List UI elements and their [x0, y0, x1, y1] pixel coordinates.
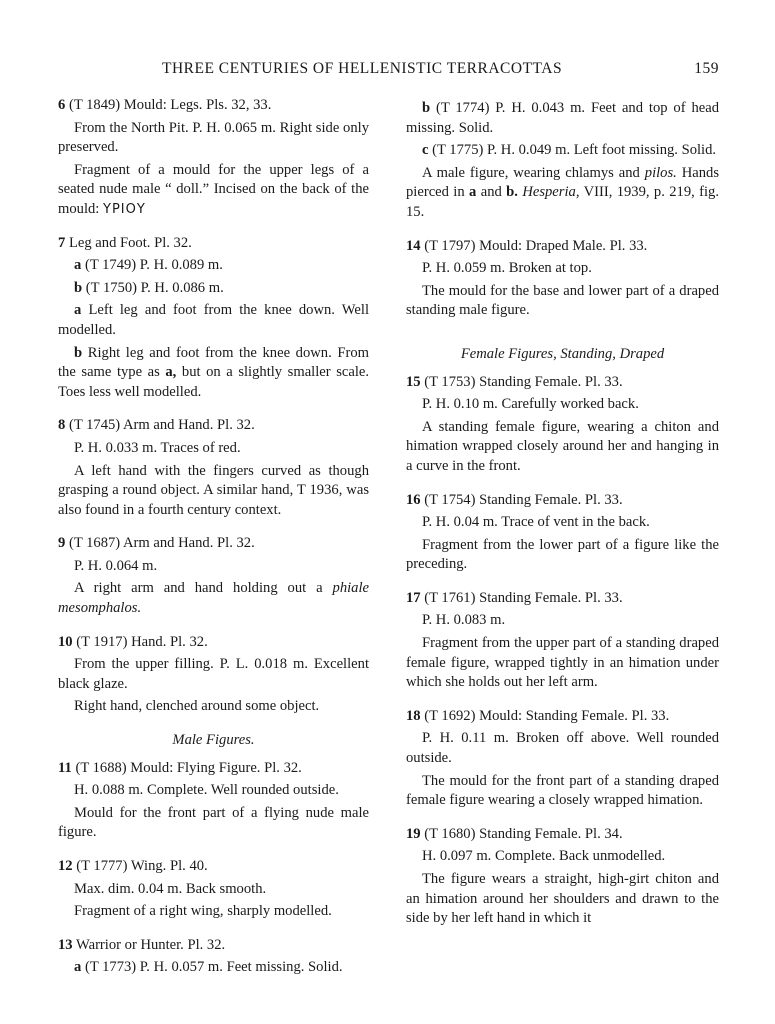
entry-heading	[406, 373, 719, 393]
entry-heading	[58, 633, 369, 653]
journal-title: Hesperia,	[522, 184, 580, 201]
catalog-entry-7	[58, 234, 369, 403]
catalog-entry-15	[406, 373, 719, 477]
sub-item-b	[58, 279, 369, 299]
entry-paragraph: Right hand, clenched around some object.	[74, 698, 320, 715]
entry-number: 6	[58, 97, 66, 113]
entry-paragraph: A left hand with the fingers curved as though grasping a round object. A similar hand, T 1936, was also found in a fourth century context.	[58, 462, 369, 518]
entry-paragraph: Fragment from the lower part of a figure like the preceding.	[406, 536, 719, 573]
entry-heading	[58, 857, 369, 877]
catalog-entry-12	[58, 857, 369, 922]
section-heading: Male Figures.	[172, 732, 255, 749]
entry-heading-text: (T 1797) Mould: Draped Male. Pl. 33.	[424, 237, 648, 254]
paragraph-text: A male figure, wearing chlamys and	[422, 164, 640, 181]
paragraph-text: Left leg and foot from the knee down. Well modelled.	[58, 302, 369, 338]
catalog-entry-6	[58, 96, 369, 220]
sub-item-label: a,	[165, 364, 177, 381]
catalog-entry-13-continued	[406, 99, 719, 223]
entry-number: 18	[406, 707, 421, 724]
entry-heading	[406, 491, 719, 511]
entry-heading	[406, 237, 719, 257]
entry-number: 11	[58, 759, 72, 776]
sub-item-label: a	[74, 302, 82, 319]
entry-paragraph: From the North Pit. P. H. 0.065 m. Right side only preserved.	[58, 119, 369, 156]
entry-paragraph: P. H. 0.083 m.	[422, 612, 506, 629]
entry-heading-text: (T 1687) Arm and Hand. Pl. 32.	[68, 535, 255, 552]
paragraph-text: Hands pierced in	[406, 164, 720, 201]
entry-heading-text: (T 1761) Standing Female. Pl. 33.	[424, 589, 623, 606]
sub-item-text: (T 1750) P. H. 0.086 m.	[85, 279, 224, 296]
entry-heading	[58, 759, 369, 779]
catalog-entry-8	[58, 416, 369, 520]
catalog-entry-10	[58, 633, 369, 717]
right-column	[406, 96, 719, 943]
sub-item-label: a	[74, 257, 82, 274]
entry-heading	[406, 589, 719, 609]
entry-number: 12	[58, 858, 73, 874]
entry-paragraph: Max. dim. 0.04 m. Back smooth.	[74, 880, 267, 897]
entry-paragraph: P. H. 0.11 m. Broken off above. Well rounded outside.	[406, 730, 719, 767]
sub-item-text: (T 1773) P. H. 0.057 m. Feet missing. Solid.	[84, 959, 343, 976]
entry-number: 17	[406, 589, 421, 606]
entry-number: 16	[406, 491, 421, 508]
entry-paragraph: P. H. 0.04 m. Trace of vent in the back.	[422, 514, 650, 531]
entry-paragraph	[58, 344, 369, 403]
catalog-entry-14	[406, 237, 719, 321]
catalog-entry-16	[406, 491, 719, 575]
sub-item-label: c	[422, 142, 429, 159]
entry-heading	[406, 825, 719, 845]
entry-heading	[58, 234, 369, 254]
entry-paragraph: From the upper filling. P. L. 0.018 m. Excellent black glaze.	[58, 656, 369, 692]
italic-term: pilos.	[644, 164, 677, 181]
entry-heading-text: Warrior or Hunter. Pl. 32.	[75, 936, 226, 953]
sub-item-text: (T 1749) P. H. 0.089 m.	[84, 257, 223, 274]
entry-heading-text: (T 1680) Standing Female. Pl. 34.	[424, 825, 623, 842]
inscription-text: ΥΡΙΟΥ	[103, 201, 146, 217]
sub-item-c	[406, 141, 719, 161]
paragraph-text: A right arm and hand holding out a	[74, 580, 323, 597]
entry-number: 13	[58, 936, 73, 953]
catalog-entry-17	[406, 589, 719, 693]
entry-heading	[58, 416, 369, 436]
entry-heading-text: (T 1754) Standing Female. Pl. 33.	[424, 491, 623, 508]
entry-paragraph: Fragment from the upper part of a standing draped female figure, wrapped tightly in an himation under which she holds out her left arm.	[406, 635, 719, 691]
catalog-entry-11	[58, 759, 369, 843]
sub-item-label: b	[74, 344, 83, 361]
entry-paragraph: Mould for the front part of a flying nude male figure.	[58, 804, 369, 841]
paragraph-text: but on a slightly smaller scale. Toes less well modelled.	[58, 364, 370, 400]
running-title: THREE CENTURIES OF HELLENISTIC TERRACOTTAS	[162, 60, 563, 77]
entry-number: 14	[406, 237, 421, 254]
entry-paragraph: The mould for the front part of a standing draped female figure wearing a closely wrapped himation.	[406, 772, 719, 809]
entry-paragraph: P. H. 0.10 m. Carefully worked back.	[422, 396, 639, 413]
entry-number: 8	[58, 417, 66, 434]
paragraph-text: VIII, 1939, p. 219, fig. 15.	[406, 184, 719, 220]
entry-paragraph	[406, 164, 719, 223]
entry-heading	[58, 936, 369, 956]
entry-heading-text: Leg and Foot. Pl. 32.	[68, 234, 192, 251]
catalog-entry-19	[406, 825, 719, 929]
entry-paragraph: H. 0.097 m. Complete. Back unmodelled.	[422, 848, 666, 865]
entry-number: 15	[406, 373, 421, 390]
entry-number: 9	[58, 535, 66, 552]
entry-paragraph: Fragment of a right wing, sharply modelled.	[74, 903, 332, 920]
entry-paragraph: A standing female figure, wearing a chiton and himation wrapped closely around her and hanging in a curve in the front.	[406, 418, 719, 474]
sub-item-label: a	[469, 184, 477, 201]
left-column	[58, 96, 369, 992]
section-heading: Female Figures, Standing, Draped	[460, 345, 665, 362]
sub-item-a	[58, 958, 369, 978]
italic-term: phiale mesomphalos.	[58, 580, 369, 617]
entry-paragraph: H. 0.088 m. Complete. Well rounded outside.	[74, 782, 339, 799]
paragraph-text: Fragment of a mould for the upper legs of a seated nude male “ doll.” Incised on the back of the mould:	[58, 161, 369, 217]
paragraph-text: and	[480, 184, 502, 201]
entry-heading-text: (T 1777) Wing. Pl. 40.	[76, 858, 208, 874]
entry-heading	[406, 707, 719, 727]
sub-item-a	[58, 256, 369, 276]
catalog-entry-13	[58, 936, 369, 978]
entry-paragraph: P. H. 0.064 m.	[74, 557, 158, 574]
entry-paragraph: The mould for the base and lower part of a draped standing male figure.	[406, 282, 719, 319]
entry-number: 7	[58, 234, 66, 251]
sub-item-text: (T 1775) P. H. 0.049 m. Left foot missing. Solid.	[432, 142, 717, 159]
entry-heading	[58, 534, 369, 554]
entry-paragraph: P. H. 0.033 m. Traces of red.	[74, 439, 241, 456]
entry-heading-text: (T 1917) Hand. Pl. 32.	[76, 633, 208, 650]
entry-heading-text: (T 1688) Mould: Flying Figure. Pl. 32.	[75, 759, 302, 776]
entry-paragraph	[58, 301, 369, 340]
sub-item-label: b	[74, 279, 83, 296]
entry-number: 19	[406, 825, 421, 842]
catalog-entry-9	[58, 534, 369, 618]
entry-paragraph: The figure wears a straight, high-girt chiton and an himation around her shoulders and drawn to the side by her left hand in which it	[406, 871, 719, 927]
sub-item-label: b	[422, 100, 431, 116]
paragraph-text: Right leg and foot from the knee down. From the same type as	[58, 344, 369, 381]
entry-heading-text: (T 1753) Standing Female. Pl. 33.	[424, 373, 623, 390]
sub-item-b	[406, 99, 719, 138]
entry-paragraph: P. H. 0.059 m. Broken at top.	[422, 260, 592, 277]
entry-heading-text: (T 1692) Mould: Standing Female. Pl. 33.	[424, 707, 670, 724]
entry-paragraph	[58, 161, 369, 220]
catalog-entry-18	[406, 707, 719, 811]
entry-number: 10	[58, 633, 73, 650]
entry-heading	[58, 96, 369, 116]
page-number: 159	[694, 60, 719, 77]
sub-item-label: b.	[506, 184, 518, 201]
sub-item-text: (T 1774) P. H. 0.043 m. Feet and top of head missing. Solid.	[406, 100, 719, 136]
entry-heading-text: (T 1849) Mould: Legs. Pls. 32, 33.	[68, 97, 272, 113]
sub-item-label: a	[74, 959, 82, 976]
entry-paragraph	[58, 579, 369, 618]
entry-heading-text: (T 1745) Arm and Hand. Pl. 32.	[68, 417, 255, 434]
